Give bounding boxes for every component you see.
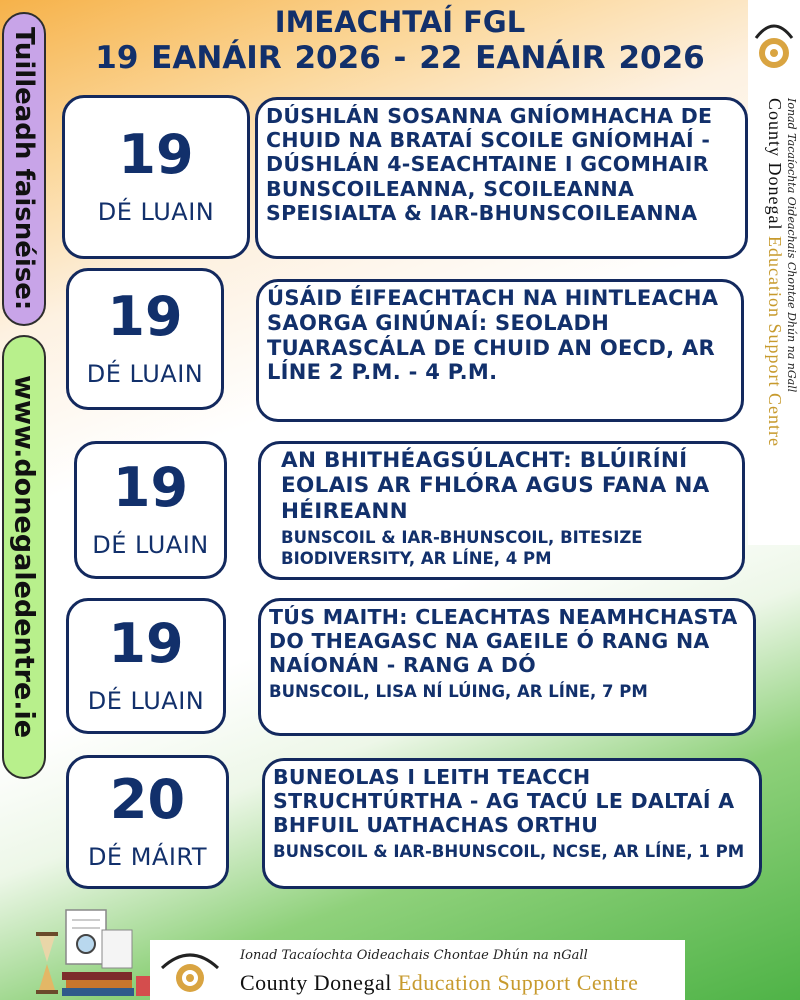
event-card[interactable]: [256, 279, 744, 422]
event-day-name: DÉ LUAIN: [87, 687, 205, 715]
centre-name-irish: Ionad Tacaíochta Oideachais Chontae Dhún na nGall: [785, 98, 798, 393]
footer-name-esc: Education Support Centre: [397, 970, 639, 995]
centre-name-county: County Donegal: [765, 98, 785, 236]
event-detail: BUNSCOIL & IAR-BHUNSCOIL, BITESIZE BIODIVERSITY, AR LÍNE, 4 PM: [281, 528, 643, 568]
page-title: IMEACHTAÍ FGL: [274, 5, 526, 39]
event-title: ÚSÁID ÉIFEACHTACH NA HINTLEACHA SAORGA GINÚNAÍ: SEOLADH TUARASCÁLA DE CHUID AN OECD, AR LÍNE 2 P.M. - 4 P.M.: [267, 286, 719, 385]
more-info-label: Tuilleadh faisnéise:: [9, 27, 39, 311]
event-card[interactable]: [255, 97, 748, 259]
centre-name-english: [764, 98, 785, 538]
event-card[interactable]: [258, 441, 745, 580]
event-title: TÚS MAITH: CLEACHTAS NEAMHCHASTA DO THEAGASC NA GAEILE Ó RANG NA NAÍONÁN - RANG A DÓ: [269, 605, 738, 678]
event-date-box: [66, 268, 224, 410]
event-day-number: 19: [108, 612, 184, 675]
event-detail: BUNSCOIL, LISA NÍ LÚING, AR LÍNE, 7 PM: [269, 681, 648, 701]
centre-name-vertical: [752, 98, 798, 538]
date-range: 19 EANÁIR 2026 - 22 EANÁIR 2026: [95, 40, 705, 76]
event-day-number: 19: [107, 285, 183, 348]
event-date-box: [66, 755, 229, 889]
footer-logo-icon: [160, 946, 220, 996]
event-date-box: [66, 598, 226, 734]
footer-name-irish: Ionad Tacaíochta Oideachais Chontae Dhún na nGall: [240, 948, 588, 963]
event-day-name: DÉ MÁIRT: [87, 843, 208, 871]
event-title: BUNEOLAS I LEITH TEACCH STRUCHTÚRTHA - AG TACÚ LE DALTAÍ A BHFUIL UATHACHAS ORTHU: [273, 765, 735, 838]
event-date-box: [62, 95, 250, 259]
event-title: AN BHITHÉAGSÚLACHT: BLÚIRÍNÍ EOLAIS AR FHLÓRA AGUS FANA NA HÉIREANN: [281, 448, 710, 524]
centre-name-esc: Education Support Centre: [765, 236, 785, 447]
website-pill[interactable]: [2, 335, 46, 779]
centre-logo-icon: [752, 8, 796, 88]
footer-logo: [150, 940, 685, 1000]
event-detail: BUNSCOIL & IAR-BHUNSCOIL, NCSE, AR LÍNE, 1 PM: [273, 841, 745, 861]
event-card[interactable]: [262, 758, 762, 889]
event-date-box: [74, 441, 227, 579]
event-title: DÚSHLÁN SOSANNA GNÍOMHACHA DE CHUID NA BRATAÍ SCOILE GNÍOMHAÍ - DÚSHLÁN 4-SEACHTAINE I GCOMHAIR BUNSCOILEANNA, SCOILEANNA SPEISIALTA & IAR-BHUNSCOILEANNA: [266, 104, 713, 225]
more-info-pill: [2, 12, 46, 326]
event-day-name: DÉ LUAIN: [86, 360, 204, 388]
event-day-number: 19: [118, 123, 194, 186]
event-card[interactable]: [258, 598, 756, 736]
event-day-number: 19: [112, 456, 189, 519]
footer-name-english: [240, 970, 638, 996]
event-day-name: DÉ LUAIN: [97, 198, 215, 226]
event-day-number: 20: [109, 768, 186, 831]
website-link[interactable]: www.donegaledentre.ie: [8, 375, 40, 739]
footer-name-county: County Donegal: [240, 970, 398, 995]
event-day-name: DÉ LUAIN: [92, 531, 209, 559]
books-hourglass-icon: [32, 902, 162, 998]
